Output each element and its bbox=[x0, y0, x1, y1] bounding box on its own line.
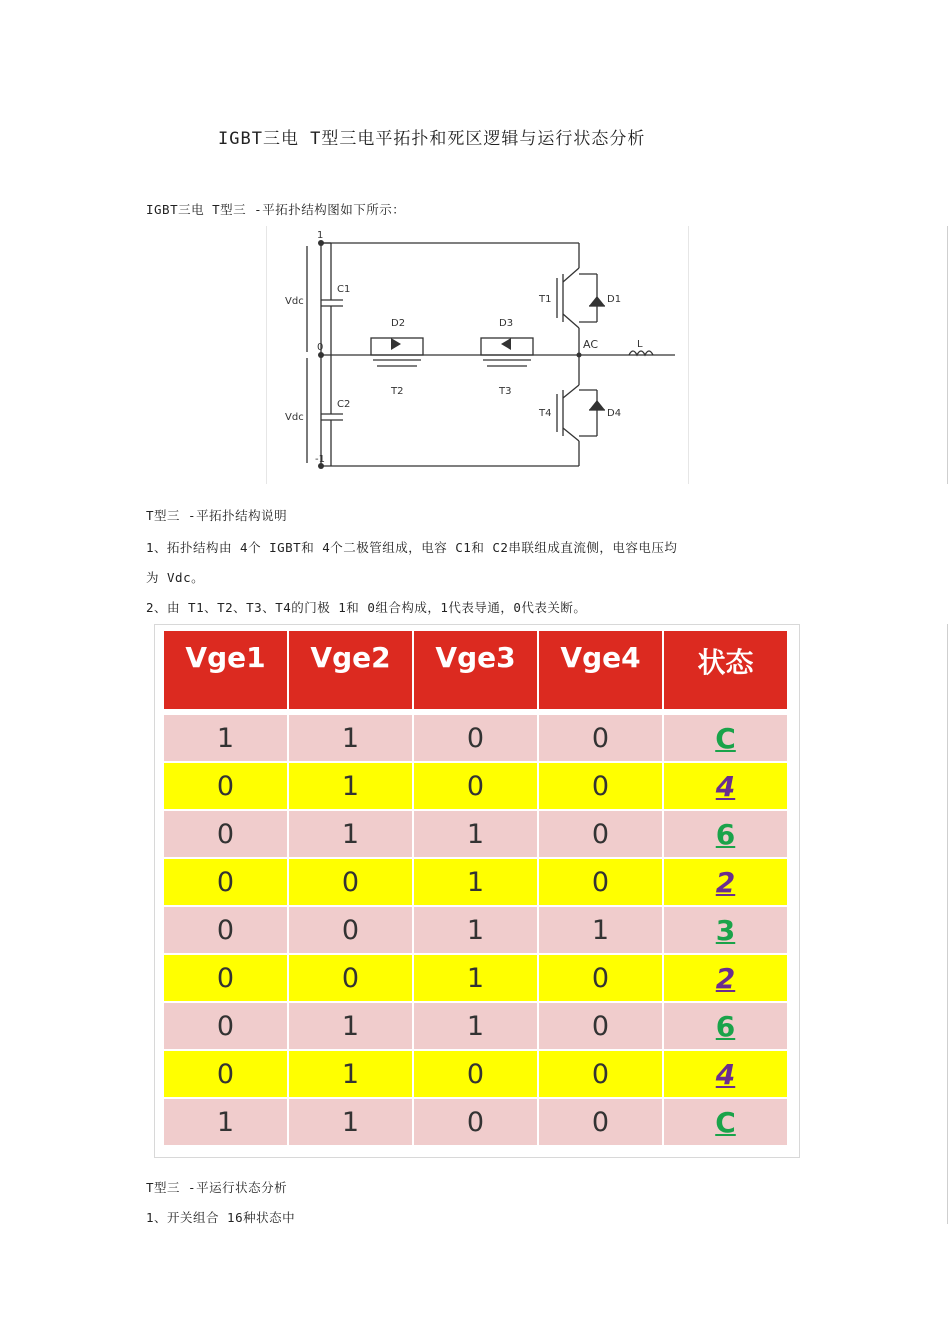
state-link[interactable]: 3 bbox=[715, 913, 736, 947]
t-type-three-level-circuit-diagram bbox=[266, 226, 689, 484]
table-cell: 0 bbox=[539, 859, 662, 905]
section-heading-topology: IGBT三电 T型三 -平拓扑结构图如下所示： bbox=[146, 202, 406, 217]
state-cell bbox=[664, 715, 787, 761]
table-cell: 0 bbox=[289, 907, 412, 953]
state-table bbox=[162, 629, 789, 1147]
table-cell: 0 bbox=[539, 715, 662, 761]
table-cell: 1 bbox=[164, 715, 287, 761]
table-cell: 1 bbox=[164, 1099, 287, 1145]
component-label: T1 bbox=[539, 294, 552, 305]
table-cell: 1 bbox=[289, 1051, 412, 1097]
node-label: 0 bbox=[317, 342, 324, 353]
table-row bbox=[164, 715, 787, 761]
table-cell: 0 bbox=[414, 1099, 537, 1145]
paragraph-line: 1、开关组合 16种状态中 bbox=[146, 1210, 296, 1225]
table-cell: 0 bbox=[289, 955, 412, 1001]
table-cell: 1 bbox=[414, 811, 537, 857]
table-cell: 1 bbox=[414, 1003, 537, 1049]
table-cell: 1 bbox=[414, 859, 537, 905]
table-cell: 0 bbox=[539, 763, 662, 809]
page-title: IGBT三电 T型三电平拓扑和死区逻辑与运行状态分析 bbox=[218, 129, 646, 149]
state-link[interactable]: C bbox=[715, 1105, 736, 1139]
vdc-label: Vdc bbox=[285, 296, 304, 307]
state-cell bbox=[664, 1003, 787, 1049]
table-cell: 0 bbox=[539, 811, 662, 857]
paragraph-line: 2、由 T1、T2、T3、T4的门极 1和 0组合构成，1代表导通，0代表关断。 bbox=[146, 600, 587, 615]
table-row bbox=[164, 907, 787, 953]
table-cell: 1 bbox=[414, 907, 537, 953]
table-header-row bbox=[164, 631, 787, 709]
section-heading-description: T型三 -平拓扑结构说明 bbox=[146, 508, 288, 523]
state-cell bbox=[664, 1099, 787, 1145]
state-cell bbox=[664, 907, 787, 953]
component-label: L bbox=[637, 339, 643, 350]
table-cell: 0 bbox=[414, 1051, 537, 1097]
paragraph-line: 1、拓扑结构由 4个 IGBT和 4个二极管组成，电容 C1和 C2串联组成直流侧，电容电压均 bbox=[146, 540, 678, 555]
state-link[interactable]: 6 bbox=[715, 817, 736, 851]
table-cell: 1 bbox=[289, 763, 412, 809]
state-table-image bbox=[154, 624, 800, 1158]
table-cell: 0 bbox=[164, 763, 287, 809]
table-cell: 0 bbox=[539, 955, 662, 1001]
node-label: 1 bbox=[317, 230, 324, 241]
table-cell: 0 bbox=[539, 1051, 662, 1097]
node-label: -1 bbox=[315, 454, 325, 465]
table-cell: 0 bbox=[289, 859, 412, 905]
state-link[interactable]: 6 bbox=[715, 1009, 736, 1043]
state-cell bbox=[664, 955, 787, 1001]
table-row bbox=[164, 859, 787, 905]
component-label: D4 bbox=[607, 408, 622, 419]
column-header: 状态 bbox=[664, 631, 787, 709]
table-cell: 0 bbox=[414, 763, 537, 809]
component-label: D1 bbox=[607, 294, 622, 305]
table-row bbox=[164, 1051, 787, 1097]
component-label: C2 bbox=[337, 399, 351, 410]
table-cell: 1 bbox=[289, 715, 412, 761]
state-link[interactable]: 2 bbox=[715, 961, 736, 995]
component-label: T4 bbox=[539, 408, 552, 419]
table-cell: 0 bbox=[164, 1003, 287, 1049]
component-label: C1 bbox=[337, 284, 351, 295]
table-cell: 0 bbox=[164, 859, 287, 905]
paragraph-line: 为 Vdc。 bbox=[146, 570, 205, 585]
table-row bbox=[164, 1099, 787, 1145]
table-cell: 1 bbox=[289, 1003, 412, 1049]
state-link[interactable]: 4 bbox=[715, 1057, 736, 1091]
state-link[interactable]: 4 bbox=[715, 769, 736, 803]
component-label: T2 bbox=[391, 386, 404, 397]
state-cell bbox=[664, 859, 787, 905]
table-cell: 1 bbox=[414, 955, 537, 1001]
column-header: Vge2 bbox=[289, 631, 412, 709]
vdc-label: Vdc bbox=[285, 412, 304, 423]
component-label: D2 bbox=[391, 318, 406, 329]
table-cell: 0 bbox=[164, 1051, 287, 1097]
table-cell: 1 bbox=[289, 1099, 412, 1145]
section-heading-analysis: T型三 -平运行状态分析 bbox=[146, 1180, 288, 1195]
state-cell bbox=[664, 763, 787, 809]
component-label: D3 bbox=[499, 318, 514, 329]
table-cell: 1 bbox=[289, 811, 412, 857]
column-header: Vge4 bbox=[539, 631, 662, 709]
state-link[interactable]: 2 bbox=[715, 865, 736, 899]
component-label: T3 bbox=[499, 386, 512, 397]
table-cell: 0 bbox=[539, 1099, 662, 1145]
table-cell: 1 bbox=[539, 907, 662, 953]
table-row bbox=[164, 811, 787, 857]
table-row bbox=[164, 1003, 787, 1049]
table-cell: 0 bbox=[164, 907, 287, 953]
table-cell: 0 bbox=[164, 955, 287, 1001]
component-label: AC bbox=[583, 338, 599, 351]
table-row bbox=[164, 955, 787, 1001]
table-cell: 0 bbox=[164, 811, 287, 857]
state-cell bbox=[664, 1051, 787, 1097]
column-header: Vge1 bbox=[164, 631, 287, 709]
table-body bbox=[164, 715, 787, 1145]
table-cell: 0 bbox=[539, 1003, 662, 1049]
column-header: Vge3 bbox=[414, 631, 537, 709]
table-row bbox=[164, 763, 787, 809]
table-cell: 0 bbox=[414, 715, 537, 761]
state-cell bbox=[664, 811, 787, 857]
state-link[interactable]: C bbox=[715, 721, 736, 755]
